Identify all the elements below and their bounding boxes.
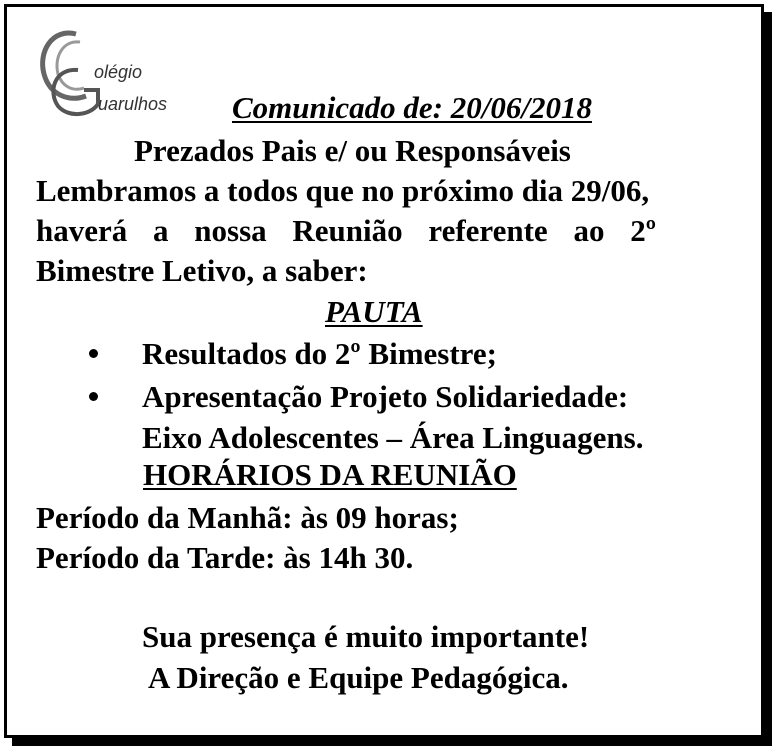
bullet-2-icon xyxy=(89,392,98,401)
logo-line-2: uarulhos xyxy=(98,94,168,114)
agenda-item-1: Resultados do 2º Bimestre; xyxy=(142,336,497,371)
closing-line-1: Sua presença é muito importante! xyxy=(142,619,590,654)
schedule-morning: Período da Manhã: às 09 horas; xyxy=(36,500,459,535)
logo-line-1: olégio xyxy=(94,62,143,82)
intro-line-1: Lembramos a todos que no próximo dia 29/06, xyxy=(36,173,650,208)
bullet-1-icon xyxy=(89,349,98,358)
closing-signature: A Direção e Equipe Pedagógica. xyxy=(148,660,569,695)
agenda-title: PAUTA xyxy=(325,294,423,329)
schedule-afternoon: Período da Tarde: às 14h 30. xyxy=(36,540,414,575)
school-logo xyxy=(34,22,194,122)
frame-shadow-right xyxy=(764,12,772,746)
notice-greeting: Prezados Pais e/ ou Responsáveis xyxy=(134,133,571,168)
intro-line-3: Bimestre Letivo, a saber: xyxy=(36,253,368,288)
notice-date-header: Comunicado de: 20/06/2018 xyxy=(232,90,592,125)
frame-shadow-bottom xyxy=(12,738,772,746)
intro-line-2: haverá a nossa Reunião referente ao 2º xyxy=(36,213,656,248)
schedule-title: HORÁRIOS DA REUNIÃO xyxy=(143,457,517,492)
agenda-item-2: Apresentação Projeto Solidariedade: xyxy=(142,379,629,414)
agenda-item-2-continued: Eixo Adolescentes – Área Linguagens. xyxy=(142,420,644,455)
